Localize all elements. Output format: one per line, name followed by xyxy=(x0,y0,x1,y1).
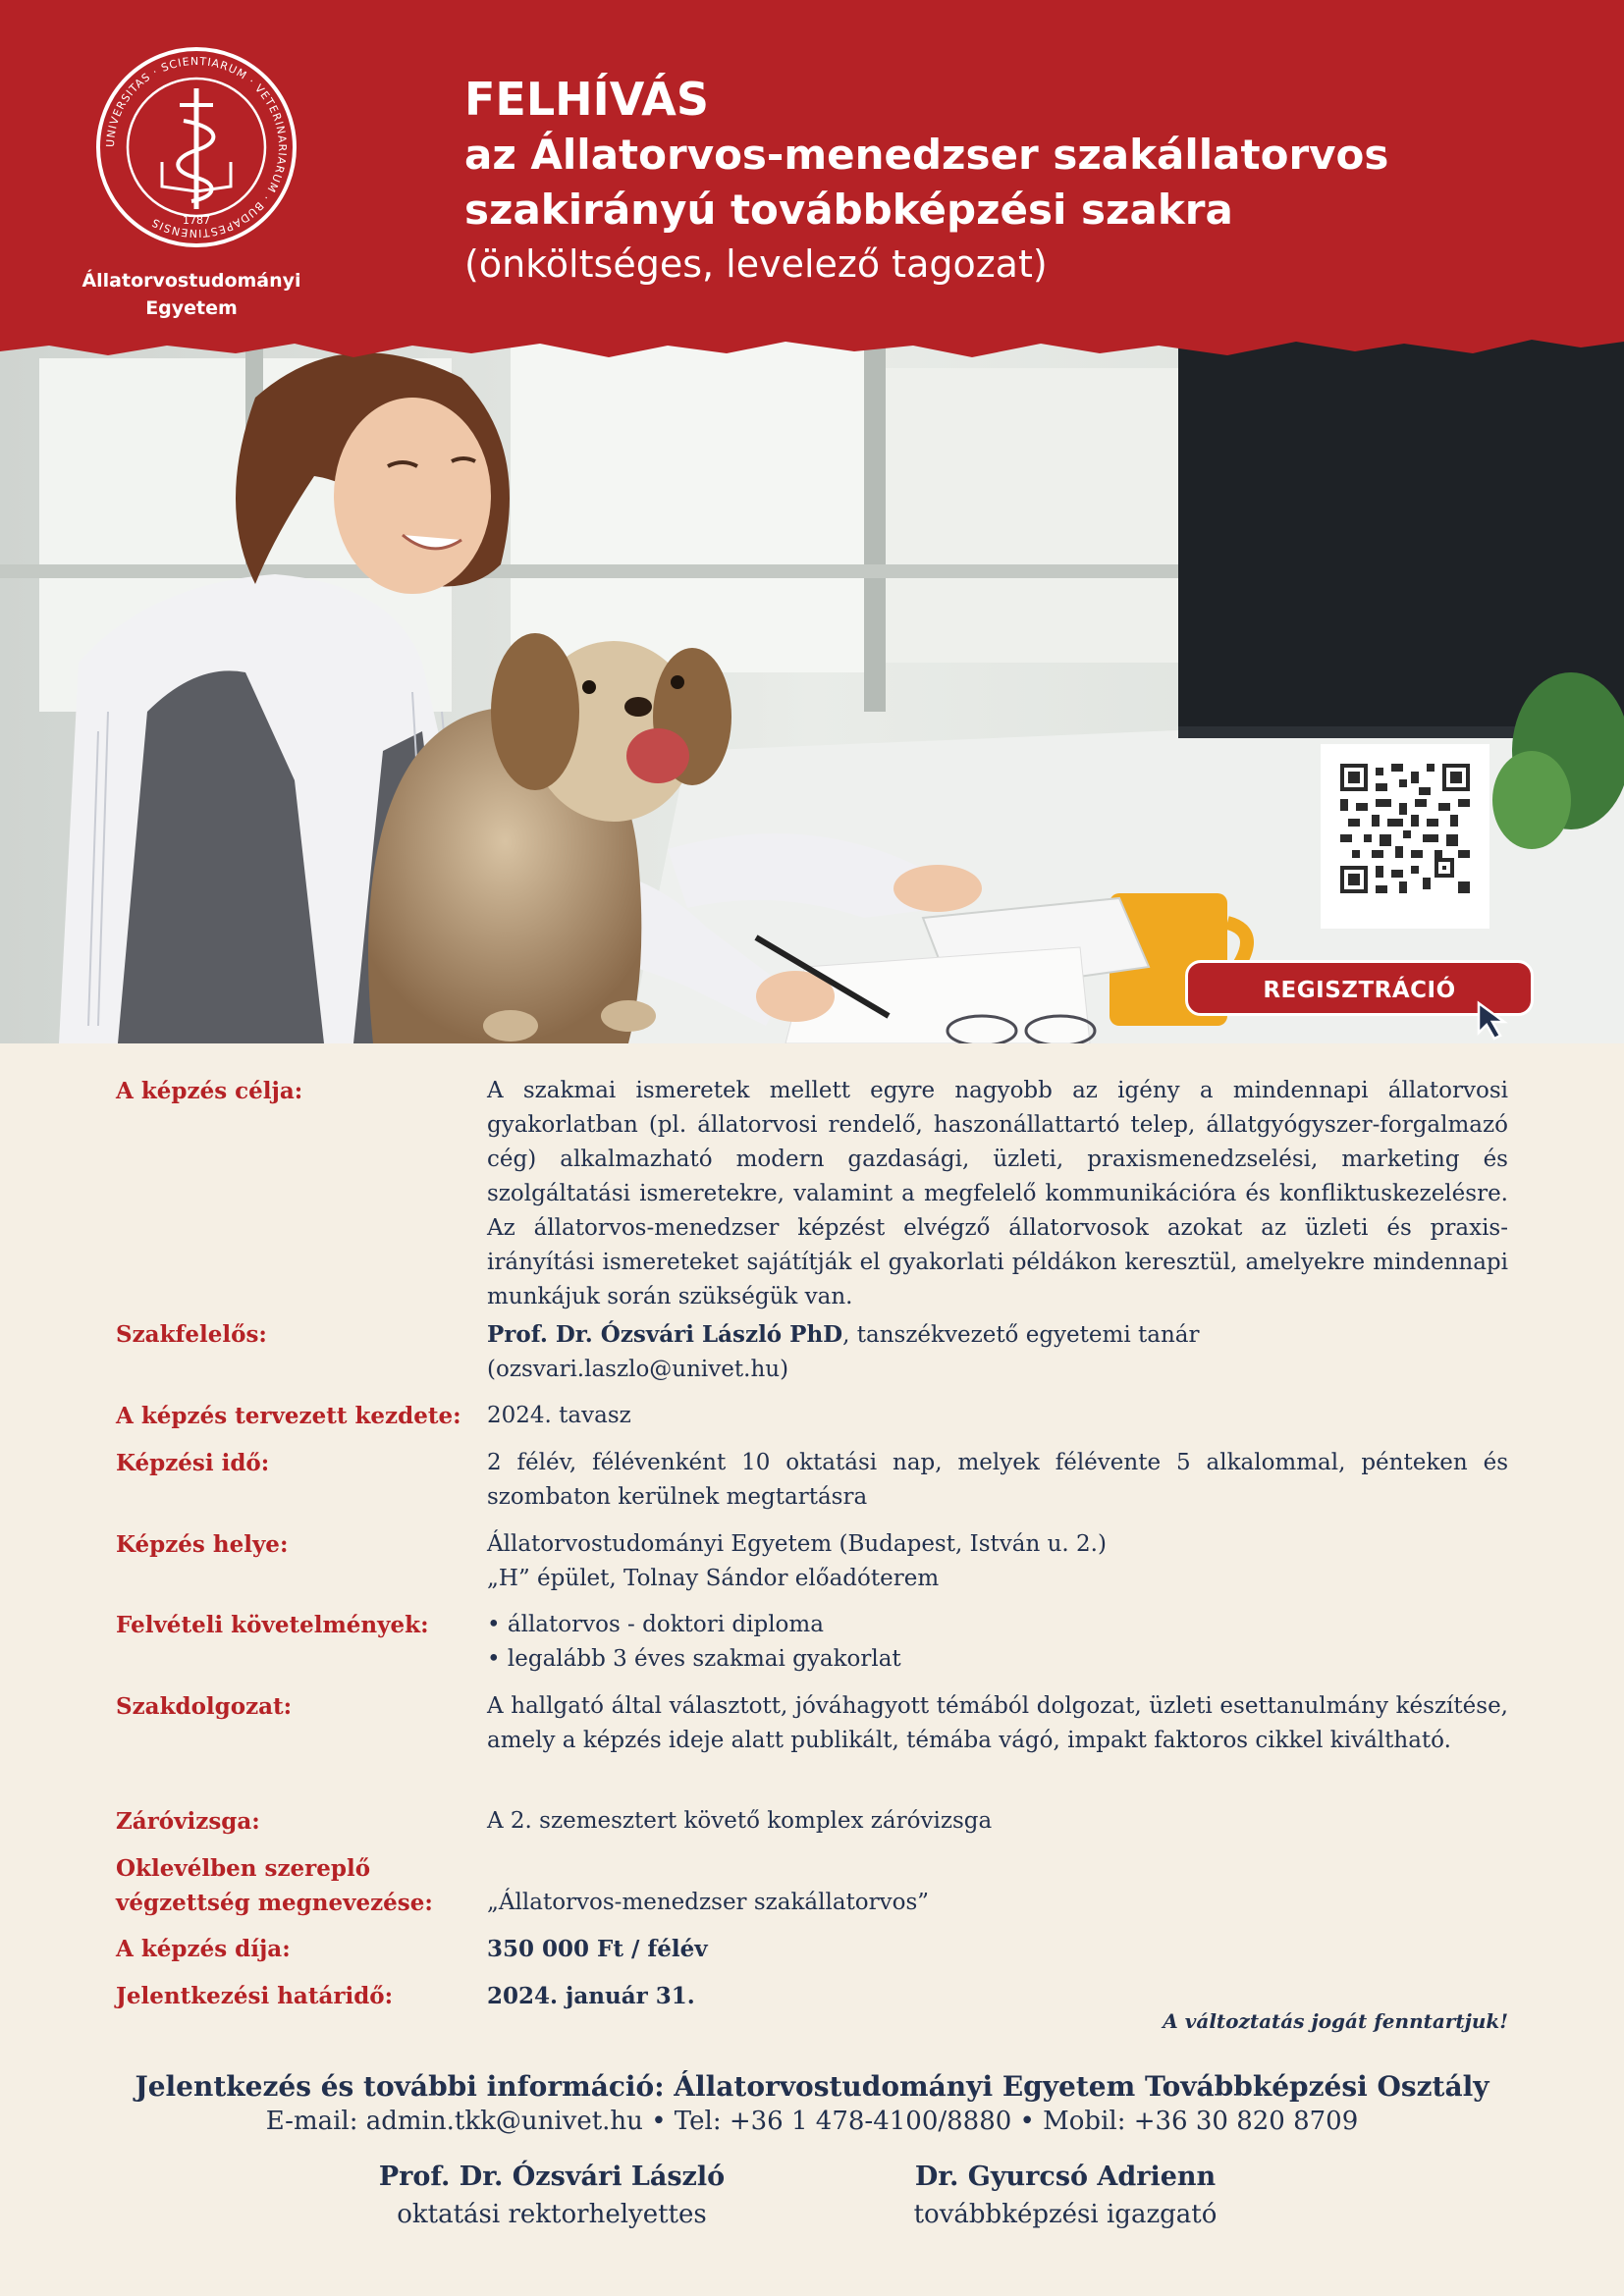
location-line2: „H” épület, Tolnay Sándor előadóterem xyxy=(487,1566,940,1591)
goal-label: A képzés célja: xyxy=(116,1078,303,1104)
title-mode: (önköltséges, levelező tagozat) xyxy=(464,242,1048,286)
diploma-label: Oklevélben szereplő végzettség megnevezése: xyxy=(116,1855,433,1916)
location-value xyxy=(487,1527,1508,1596)
university-name: Állatorvostudományi Egyetem xyxy=(81,270,301,319)
torn-edge xyxy=(0,324,1624,373)
start-value: 2024. tavasz xyxy=(487,1403,631,1428)
university-seal-logo xyxy=(93,44,299,250)
goal-text: A szakmai ismeretek mellett egyre nagyobb az igény a mindennapi állatorvosi gyakorlatban (pl. állatorvosi rendelő, haszonállattartó telep, állatgyógyszer-forgalmazó cég) alkalmazható modern gazdasági, üzleti, praxismenedzselési, marketing és szolgáltatási ismeretekre, valamint a megfelelő kommunikációra és konfliktuskezelésre. Az állatorvos-menedzser képzést elvégző állatorvosok azokat az üzleti és praxis-irányítási ismereteket sajátítják el gyakorlati példákon keresztül, amelyekre mindennapi munkájuk során szükségük van. xyxy=(487,1078,1508,1309)
title-program-2: szakirányú továbbképzési szakra xyxy=(464,186,1233,234)
diploma-value: „Állatorvos-menedzser szakállatorvos” xyxy=(487,1890,930,1915)
qr-code-icon xyxy=(1340,764,1470,893)
exam-label: Záróvizsga: xyxy=(116,1808,260,1835)
duration-value: 2 félév, félévenként 10 oktatási nap, melyek félévente 5 alkalommal, pénteken és szombaton kerülnek megtartásra xyxy=(487,1450,1508,1510)
requirements-label: Felvételi követelmények: xyxy=(116,1612,429,1638)
signature-director xyxy=(820,2159,1311,2233)
title-program: az Állatorvos-menedzser szakállatorvos xyxy=(464,131,1389,179)
contact-title: Jelentkezés és további információ: Állatorvostudományi Egyetem Továbbképzési Osztály xyxy=(135,2070,1489,2103)
responsible-role: , tanszékvezető egyetemi tanár xyxy=(842,1322,1200,1348)
deadline-value: 2024. január 31. xyxy=(487,1983,695,2009)
signature-deputy-rector xyxy=(306,2159,797,2233)
fee-value: 350 000 Ft / félév xyxy=(487,1936,708,1962)
location-line1: Állatorvostudományi Egyetem (Budapest, István u. 2.) xyxy=(487,1531,1107,1557)
duration-label: Képzési idő: xyxy=(116,1450,270,1476)
signer-name: Dr. Gyurcsó Adrienn xyxy=(914,2162,1217,2192)
svg-text:1787: 1787 xyxy=(183,214,210,227)
fee-label: A képzés díja: xyxy=(116,1936,291,1962)
thesis-value: A hallgató által választott, jóváhagyott témából dolgozat, üzleti esettanulmány készítése, amely a képzés ideje alatt publikált, témába vágó, impakt faktoros cikkel kiváltható. xyxy=(487,1693,1508,1753)
register-button[interactable]: REGISZTRÁCIÓ xyxy=(1185,960,1534,1016)
location-label: Képzés helye: xyxy=(116,1531,289,1558)
responsible-name: Prof. Dr. Ózsvári László PhD xyxy=(487,1321,843,1348)
registration-qr-code[interactable] xyxy=(1321,744,1489,929)
responsible-label: Szakfelelős: xyxy=(116,1321,267,1348)
signer-role: továbbképzési igazgató xyxy=(913,2200,1218,2229)
start-label: A képzés tervezett kezdete: xyxy=(116,1403,461,1429)
cursor-arrow-icon xyxy=(1475,999,1518,1042)
deadline-label: Jelentkezési határidő: xyxy=(116,1983,394,2009)
disclaimer-note: A változtatás jogát fenntartjuk! xyxy=(1163,2009,1508,2033)
thesis-label: Szakdolgozat: xyxy=(116,1693,293,1720)
list-item: • legalább 3 éves szakmai gyakorlat xyxy=(487,1646,901,1672)
exam-value: A 2. szemesztert követő komplex záróvizsga xyxy=(487,1808,993,1834)
responsible-email[interactable]: (ozsvari.laszlo@univet.hu) xyxy=(487,1357,789,1382)
signer-role: oktatási rektorhelyettes xyxy=(397,2200,707,2229)
list-item: • állatorvos - doktori diploma xyxy=(487,1612,824,1637)
svg-text:UNIVERSITAS · SCIENTIARUM · VE: UNIVERSITAS · SCIENTIARUM · VETERINARIARUM · BUDAPESTINENSIS xyxy=(103,54,290,240)
contact-line[interactable]: E-mail: admin.tkk@univet.hu • Tel: +36 1 478-4100/8880 • Mobil: +36 30 820 8709 xyxy=(265,2107,1359,2136)
hero-photo xyxy=(0,339,1624,1043)
title-call: FELHÍVÁS xyxy=(464,73,709,126)
requirements-list xyxy=(487,1608,1508,1677)
page-title xyxy=(464,71,1388,291)
signer-name: Prof. Dr. Ózsvári László xyxy=(378,2162,726,2192)
responsible-value xyxy=(487,1317,1508,1387)
